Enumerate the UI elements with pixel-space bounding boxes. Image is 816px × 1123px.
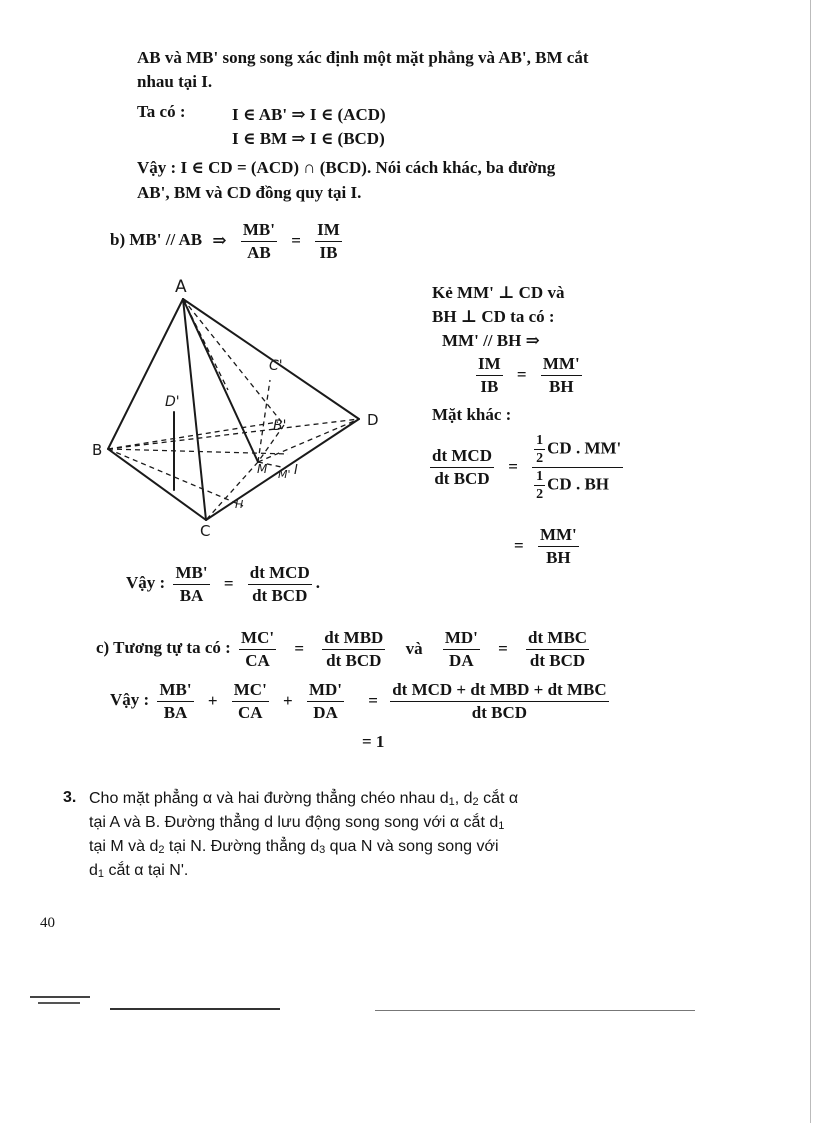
frac-den: DA [449,650,474,670]
frac-num: IM [476,354,503,376]
implies-arrow: ⇒ [212,231,227,251]
frac-num: MB' [157,680,193,702]
fraction-mb-ba [173,563,209,606]
frac-num: dt MCD [430,446,494,468]
p3-text: Cho mặt phẳng α và hai đường thẳng chéo nhau d [89,790,449,807]
vay3-result: = 1 [362,732,385,751]
line-mc-prime [258,380,270,462]
and-word: và [405,639,423,659]
frac-num: IM [315,220,342,242]
fraction-dt-mbd [322,628,385,671]
p3-text: , d [454,790,473,807]
fraction-area-sum [390,680,608,723]
fraction-mc-ca [232,680,269,723]
frac-den: BA [163,702,188,722]
frac-num: MB' [173,563,209,585]
frac-den: dt BCD [529,650,586,670]
fraction-half [534,433,545,466]
p3-text: cắt α tại N'. [104,862,189,879]
frac-den [532,468,623,502]
frac-den: dt BCD [471,702,528,722]
frac-den: BH [548,376,574,396]
label-d-prime: D' [165,394,180,410]
frac-den: 2 [536,486,544,502]
frac-den: CA [237,702,263,722]
frac-den: AB [247,242,271,262]
p3-text: cắt α [478,790,519,807]
page-edge [810,0,811,1123]
plus-sign: + [283,691,293,711]
p3-text: d [89,862,98,879]
equals-sign: = [516,365,527,385]
tetrahedron-figure [88,272,388,542]
problem3-line2 [89,811,504,838]
taco-label: Ta có : [137,102,186,121]
bottom-rule-faint [375,1010,695,1011]
equals-sign: = [291,231,301,251]
equals-sign: = [294,639,305,659]
frac-den: dt BCD [434,468,490,488]
vay2-label: Vậy : [126,573,166,592]
problem3-line3 [89,835,499,862]
edge-ab [108,299,183,449]
label-c: C [200,522,211,540]
taco-line2: I ∈ BM ⇒ I ∈ (BCD) [232,129,385,148]
para1-line1: AB và MB' song song xác định một mặt phẳng và AB', BM cắt [137,48,589,67]
p3-text: tại M và d [89,838,159,855]
edge-ac [183,299,206,520]
fraction-im-ib-right [476,354,503,397]
fraction-dt-mcd-bcd [430,446,494,489]
label-b: B [92,441,103,459]
frac-den: CA [245,650,270,670]
label-m-prime: M' [278,468,291,481]
p3-text: tại N. Đường thẳng d [164,838,320,855]
equals-sign: = [514,536,524,556]
fraction-mm-bh [541,354,582,397]
frac-den: DA [313,702,338,722]
vay1-line1: Vậy : I ∈ CD = (ACD) ∩ (BCD). Nói cách khác, ba đường [137,158,556,177]
fraction-dt-mbc [526,628,589,671]
frac-num: 1 [536,432,544,448]
right-ke-line1: Kẻ MM' ⊥ CD và [432,283,565,302]
partc-label: c) Tương tự ta có : [96,638,231,657]
vay1-line2: AB', BM và CD đồng quy tại I. [137,183,362,202]
frac-num: 1 [536,468,544,484]
right-ke-line2: BH ⊥ CD ta có : [432,307,555,326]
p3-sub: 2 [158,844,165,856]
fraction-mm-bh-result [538,525,579,568]
label-c-prime: C' [269,358,283,374]
frac-den: BA [179,585,204,605]
frac-num: dt MBC [526,628,589,650]
label-h: H [235,498,244,511]
partb-equation [110,218,346,263]
page-number: 40 [40,915,55,931]
cd-bh-product: CD . BH [547,474,610,493]
fraction-half-products [532,433,623,502]
frac-num: dt MBD [322,628,385,650]
scan-mark [38,1002,80,1004]
right-ratio-equation [472,352,586,397]
frac-num: dt MCD + dt MBD + dt MBC [390,680,608,702]
frac-num: MD' [443,628,480,650]
fraction-mb-ab [241,220,277,263]
equals-sign: = [368,691,378,711]
frac-num: dt MCD [248,563,312,585]
plus-sign: + [207,691,218,711]
frac-num: MD' [307,680,344,702]
cd-mm-product: CD . MM' [547,438,622,457]
frac-num: MM' [538,525,579,547]
right-parallel-line: MM' // BH ⇒ [442,331,540,350]
fraction-half [534,469,545,502]
partb-label: b) MB' // AB [110,230,203,249]
area-ratio-equation [426,431,627,515]
frac-den: 2 [536,450,544,466]
vay3-label: Vậy : [110,690,150,709]
fraction-mb-ba [157,680,193,723]
frac-den: IB [319,242,338,262]
p3-text: tại A và B. Đường thẳng d lưu động song song với α cắt d [89,814,499,831]
p3-sub: 2 [472,796,479,808]
frac-num: MC' [239,628,276,650]
problem3-number: 3. [63,789,77,806]
vay2-equation [126,561,320,606]
frac-num: MC' [232,680,269,702]
p3-sub: 1 [448,796,455,808]
label-i: I [294,463,298,478]
equals-sign: = [498,639,508,659]
label-b-prime: B' [273,418,287,434]
fraction-md-da [307,680,344,723]
label-m: M [257,462,268,476]
vay2-period: . [315,573,320,592]
frac-num: MM' [541,354,582,376]
right-result-equation [508,523,583,568]
line-bb [108,422,278,449]
p3-sub: 1 [498,820,505,832]
vay3-equation [110,678,613,723]
problem3-line4 [89,859,188,886]
para1-line2: nhau tại I. [137,72,213,91]
frac-num [532,433,623,468]
right-mat-khac: Mặt khác : [432,405,512,424]
scan-mark [30,996,90,998]
fraction-md-da [443,628,480,671]
label-a: A [175,277,187,297]
label-d: D [367,411,379,429]
fraction-dt-mcd [248,563,312,606]
frac-den: IB [480,376,499,396]
frac-num: MB' [241,220,277,242]
equals-sign: = [508,457,518,477]
problem3-line1 [89,787,518,814]
frac-den: BH [546,547,571,567]
frac-den: dt BCD [252,585,308,605]
fraction-mc-ca [239,628,276,671]
p3-sub: 1 [97,868,105,880]
taco-line1: I ∈ AB' ⇒ I ∈ (ACD) [232,105,386,124]
fraction-im-ib [315,220,342,263]
p3-sub: 3 [319,844,326,856]
bottom-rule [110,1008,280,1010]
partc-equation [96,626,593,671]
frac-den: dt BCD [326,650,382,670]
equals-sign: = [223,574,234,594]
p3-text: qua N và song song với [325,838,499,855]
